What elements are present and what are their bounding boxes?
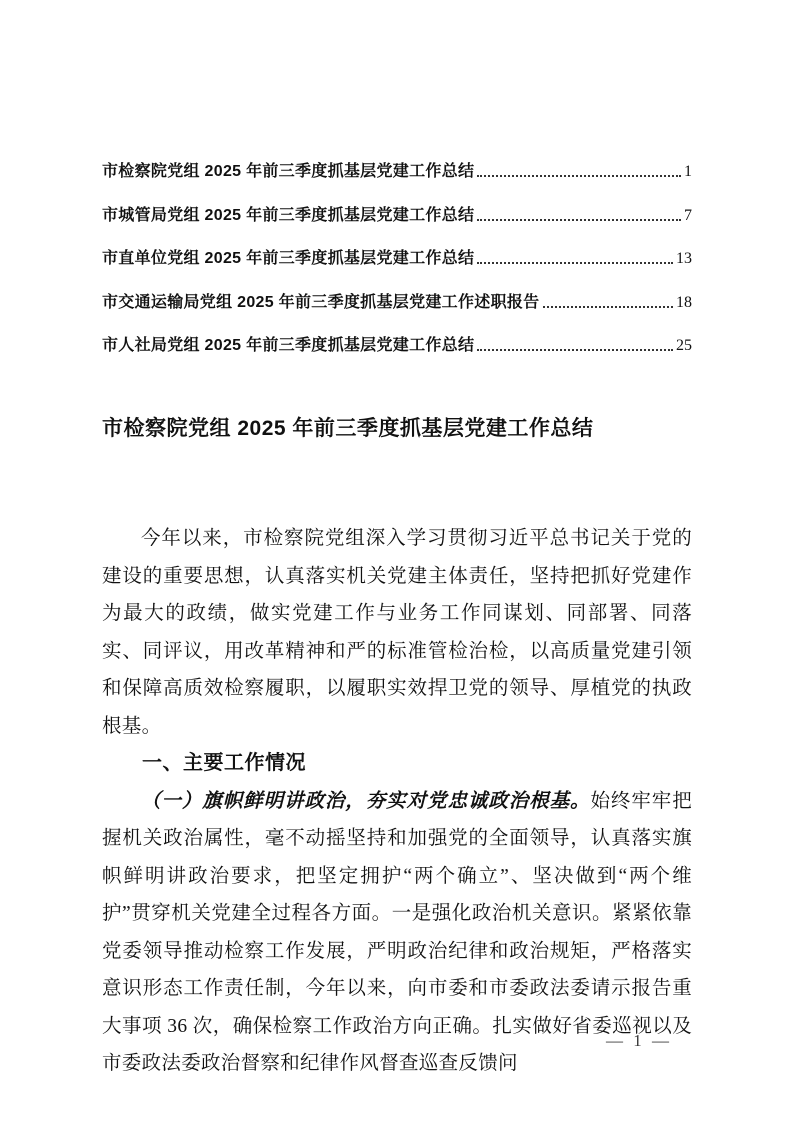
toc-entry-page: 18: [676, 293, 692, 311]
toc-entry-page: 25: [676, 337, 692, 354]
document-title: 市检察院党组 2025 年前三季度抓基层党建工作总结: [102, 417, 594, 440]
toc-entry[interactable]: [102, 337, 692, 354]
subsection-lead: （一）旗帜鲜明讲政治，夯实对党忠诚政治根基。: [141, 790, 591, 812]
toc-leader-dots: [477, 175, 681, 177]
page-number: — 1 —: [606, 1031, 672, 1050]
toc-entry-page: 1: [684, 163, 692, 180]
table-of-contents: [102, 0, 692, 354]
subsection-paragraph: [102, 783, 692, 1083]
toc-leader-dots: [543, 306, 674, 308]
toc-entry-label: 市交通运输局党组 2025 年前三季度抓基层党建工作述职报告: [102, 293, 540, 311]
subsection-text: 始终牢牢把握机关政治属性，毫不动摇坚持和加强党的全面领导，认真落实旗帜鲜明讲政治要求，把坚定拥护“两个确立”、坚决做到“两个维护”贯穿机关党建全过程各方面。一是强化政治机关意识。紧紧依靠党委领导推动检察工作发展，严明政治纪律和政治规矩，严格落实意识形态工作责任制，今年以来，向市委和市委政法委请示报告重大事项 36 次，确保检察工作政治方向正确。扎实做好省委巡视以及市委政法委政治督察和纪律作风督查巡查反馈问: [102, 790, 692, 1074]
toc-leader-dots: [477, 349, 673, 351]
toc-entry-label: 市检察院党组 2025 年前三季度抓基层党建工作总结: [102, 163, 475, 180]
toc-leader-dots: [477, 219, 681, 221]
intro-paragraph: 今年以来，市检察院党组深入学习贯彻习近平总书记关于党的建设的重要思想，认真落实机关党建主体责任，坚持把抓好党建作为最大的政绩，做实党建工作与业务工作同谋划、同部署、同落实、同评议，用改革精神和严的标准管检治检，以高质量党建引领和保障高质效检察履职，以履职实效捍卫党的领导、厚植党的执政根基。: [102, 528, 692, 737]
toc-entry-page: 7: [684, 206, 692, 224]
toc-entry[interactable]: [102, 250, 692, 267]
toc-entry[interactable]: [102, 207, 692, 224]
toc-entry-label: 市城管局党组 2025 年前三季度抓基层党建工作总结: [102, 206, 475, 224]
toc-entry-label: 市人社局党组 2025 年前三季度抓基层党建工作总结: [102, 337, 475, 354]
toc-entry-label: 市直单位党组 2025 年前三季度抓基层党建工作总结: [102, 250, 475, 267]
toc-leader-dots: [477, 262, 673, 264]
section-heading: 一、主要工作情况: [142, 752, 306, 774]
toc-entry[interactable]: [102, 163, 692, 180]
toc-entry-page: 13: [676, 250, 692, 267]
document-body: [102, 520, 692, 1083]
toc-entry[interactable]: [102, 294, 692, 311]
